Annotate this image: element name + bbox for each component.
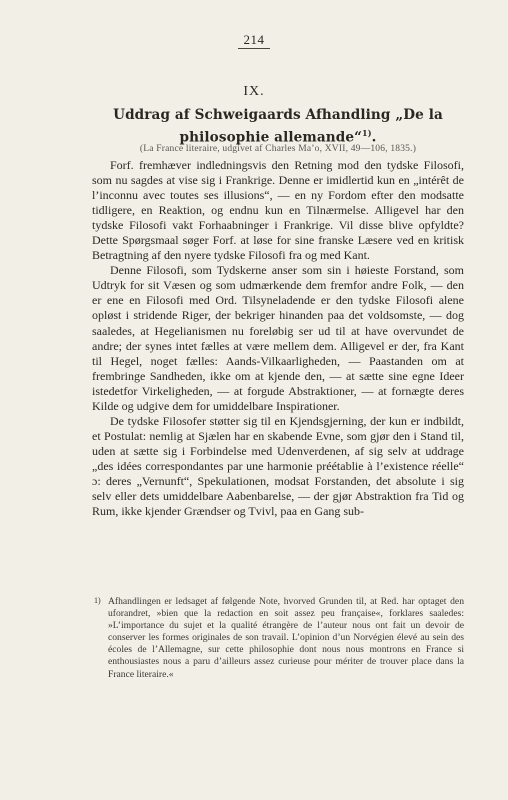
- article-title: [92, 106, 464, 147]
- article-title-text: Uddrag af Schweigaards Afhandling „De la philosophie allemande“: [113, 107, 443, 146]
- paragraph: Denne Filosofi, som Tydskerne anser som sin i høieste Forstand, som Udtryk for sit Væsen og som udmærkende dem fremfor andre Folk, — den er ene en Filosofi med Ord. Tilsyneladende er den tydske Filosofi alene opløst i stridende Riger, der bekriger hinanden paa det voldsomste, — dog saaledes, at Hegelianismen nu foreløbig ser ud til at have overvundet de andre; der synes intet fælles at være mellem dem. Alligevel er der, fra Kant til Hegel, noget fælles: Aands-Vilkaarligheden, — Paastanden om at frembringe Sandheden, ikke om at kjende den, — at sætte sine egne Ideer istedetfor Virkeligheden, — at forgude Abstraktioner, — at fornægte deres Kilde og udgive dem for umiddelbare Inspirationer.: [92, 263, 464, 413]
- page-number: 214: [243, 32, 265, 47]
- page-number-rule: [238, 48, 270, 49]
- source-citation: (La France literaire, udgivet af Charles Ma’o, XVII, 49—106, 1835.): [139, 144, 417, 154]
- paragraph: De tydske Filosofer støtter sig til en Kjendsgjerning, der kun er indbildt, et Postulat: nemlig at Sjælen har en skabende Evne, som gjør den i Stand til, uden at sætte sig i Forbindelse med Udenverdenen, af sig selv at uddrage „des idées correspondantes par une harmonie préétablie à l’existence réelle“ ɔ: deres „Vernunft“, Spekulationen, modsat Forstanden, det absolute i sig selv eller dets umiddelbare Aabenbarelse, — der gjør Abstraktion fra Tid og Rum, ikke kjender Grændser og Tvivl, paa en Gang sub-: [92, 413, 464, 519]
- footnote: [92, 596, 464, 681]
- footnote-text: Afhandlingen er ledsaget af følgende Note, hvorved Grunden til, at Red. har optaget den uforandret, »bien que la redaction en soit assez peu française«, forklares saaledes: »L’importance du sujet et la qualité étrangère de l’auteur nous ont fait un devoir de conserver les formes originales de son travail. L’opinion d’un Norvégien élevé au sein des écoles de l’Allemagne, sur cette philosophie dont nous nous montrons en France si enthousiastes nous a paru d’ailleurs assez curieuse pour mériter de trouver place dans la France literaire.«: [108, 596, 464, 680]
- footnotes: [92, 596, 464, 681]
- body-text: [92, 158, 464, 519]
- chapter-heading: IX.: [243, 84, 265, 99]
- paragraph: Forf. fremhæver indledningsvis den Retning mod den tydske Filosofi, som nu sagdes at vise sig i Frankrige. Denne er imidlertid kun en „intérêt de l’inconnu avec toutes ses illusions“, — en ny Fordom efter den modsatte tidligere, en Reaktion, og endnu kun en Tilnærmelse. Alligevel har den tydske Filosofi vakt Forhaabninger i Frankrige. Vil disse blive opfyldte? Dette Spørgsmaal søger Forf. at løse for sine franske Læsere ved en kritisk Betragtning af den nyere tydske Filosofi fra og med Kant.: [92, 158, 464, 263]
- article-title-suffix: .: [371, 129, 377, 146]
- title-footnote-mark: 1): [362, 128, 372, 138]
- footnote-mark: 1): [94, 596, 101, 605]
